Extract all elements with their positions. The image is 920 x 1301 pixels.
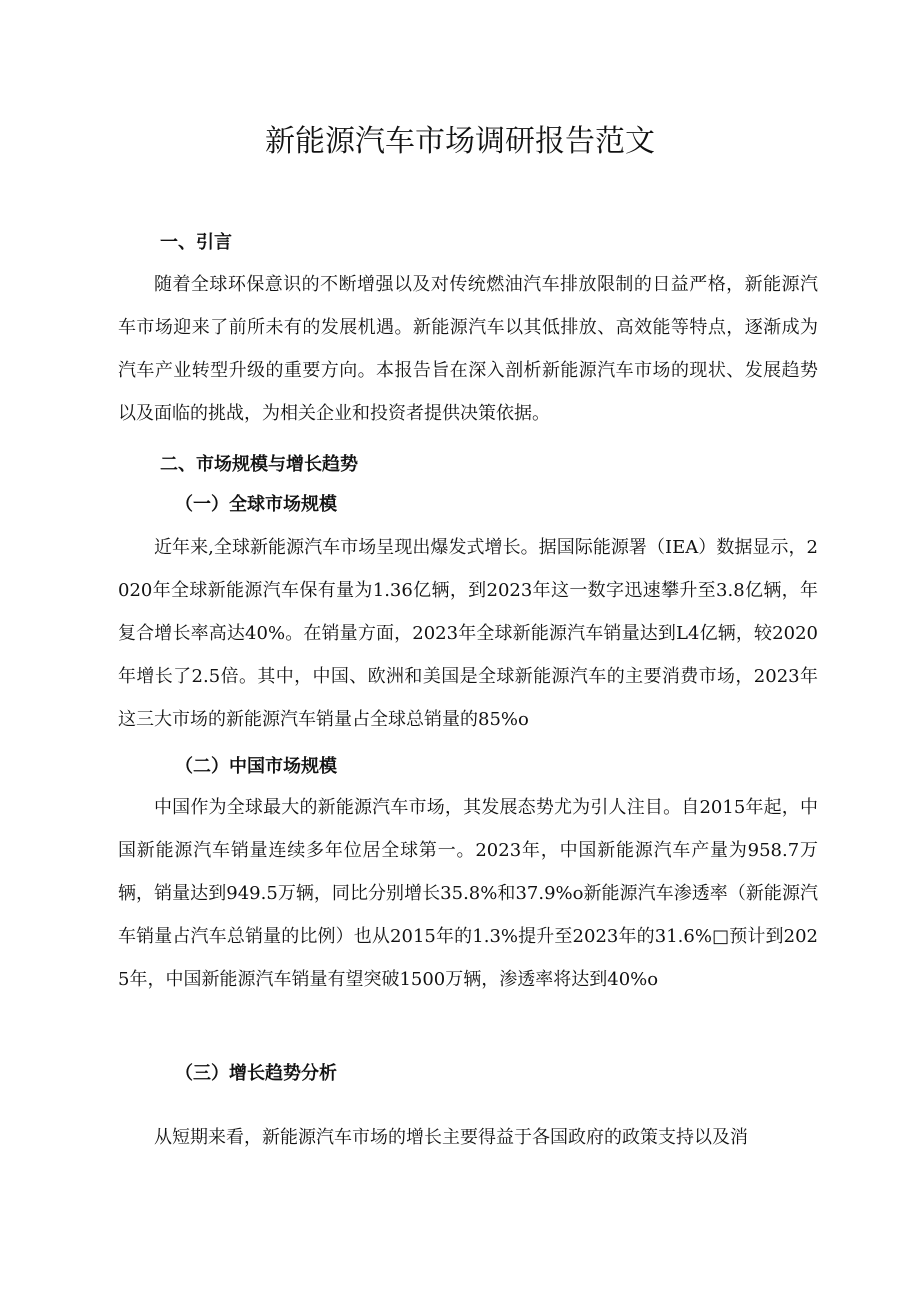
document-title: 新能源汽车市场调研报告范文	[265, 124, 655, 159]
global-market-paragraph: 近年来,全球新能源汽车市场呈现出爆发式增长。据国际能源署（IEA）数据显示，2020年全球新能源汽车保有量为1.36亿辆，到2023年这一数字迅速攀升至3.8亿辆，年复合增长率高达40%。在销量方面，2023年全球新能源汽车销量达到L4亿辆，较2020年增长了2.5倍。其中，中国、欧洲和美国是全球新能源汽车的主要消费市场，2023年这三大市场的新能源汽车销量占全球总销量的85%o	[118, 537, 818, 730]
subsection-heading-global: （一）全球市场规模	[175, 494, 337, 515]
section-heading-market: 二、市场规模与增长趋势	[160, 454, 358, 475]
subsection-heading-trend: （三）增长趋势分析	[175, 1063, 337, 1084]
subsection-heading-china: （二）中国市场规模	[175, 756, 337, 777]
china-market-paragraph: 中国作为全球最大的新能源汽车市场，其发展态势尤为引人注目。自2015年起，中国新能源汽车销量连续多年位居全球第一。2023年，中国新能源汽车产量为958.7万辆，销量达到949.5万辆，同比分别增长35.8%和37.9%o新能源汽车渗透率（新能源汽车销量占汽车总销量的比例）也从2015年的1.3%提升至2023年的31.6%□预计到2025年，中国新能源汽车销量有望突破1500万辆，渗透率将达到40%o	[118, 797, 818, 990]
intro-paragraph: 随着全球环保意识的不断增强以及对传统燃油汽车排放限制的日益严格，新能源汽车市场迎来了前所未有的发展机遇。新能源汽车以其低排放、高效能等特点，逐渐成为汽车产业转型升级的重要方向。本报告旨在深入剖析新能源汽车市场的现状、发展趋势以及面临的挑战，为相关企业和投资者提供决策依据。	[118, 274, 818, 424]
section-heading-intro: 一、引言	[160, 232, 232, 253]
trend-paragraph: 从短期来看，新能源汽车市场的增长主要得益于各国政府的政策支持以及消	[154, 1127, 748, 1148]
